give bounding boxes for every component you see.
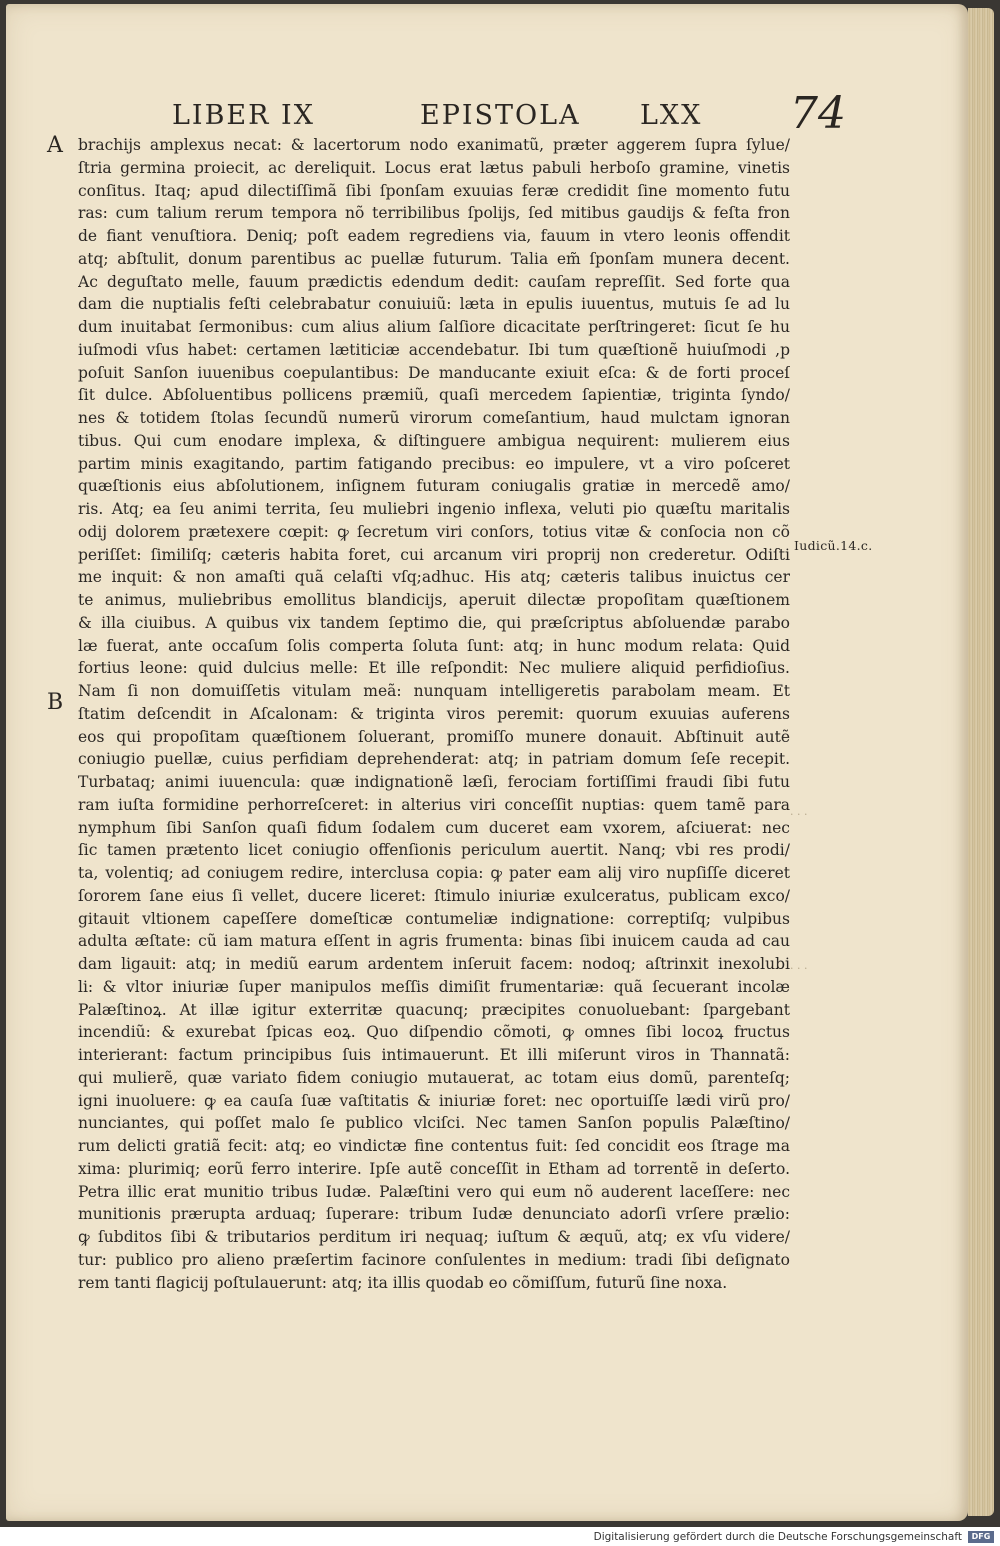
text-line: tibus. Qui cum enodare implexa, & diſtinguere ambigua nequirent: mulierem eius xyxy=(78,431,790,450)
text-line: nunciantes, qui poſſet malo ſe publico vlciſci. Nec tamen Sanſon populis Palæſtino/ xyxy=(78,1114,790,1133)
text-line: ris. Atq; ea ſeu animi territa, ſeu muliebri ingenio inflexa, veluti pio quæſtu maritalis xyxy=(78,500,790,518)
text-line: poſuit Sanſon iuuenibus coepulantibus: De manducante exiuit eſca: & de forti proceſ xyxy=(78,363,790,382)
text-line: atq; abſtulit, donum parentibus ac puellæ futurum. Talia em̃ ſponſam munera decent. xyxy=(78,249,790,268)
text-line: li: & vltor iniuriæ ſuper manipulos meſſis dimiſit frumentariæ: quã ſecuerant incolæ xyxy=(78,977,790,996)
text-line: qui mulierẽ, quæ variato fidem coniugio mutauerat, ac totam eius domũ, parenteſq; xyxy=(78,1068,790,1087)
text-line: rem tanti flagicij poſtulauerunt: atq; ita illis quodab eo cõmiſſum, futurũ ſine noxa. xyxy=(78,1273,728,1292)
text-line: interierant: factum principibus ſuis intimauerunt. Et illi miſerunt viros in Thannatã: xyxy=(78,1046,790,1064)
text-line: munitionis prærupta arduaq; ſuperare: tribum Iudæ denunciato adorſi vrſere prælio: xyxy=(78,1205,790,1224)
text-line: xima: plurimiq; eorũ ferro interire. Ipſe autẽ conceſſit in Etham ad torrentẽ in deſerto. xyxy=(78,1159,790,1178)
text-line: fortius leone: quid dulcius melle: Et ille reſpondit: Nec muliere aliquid perfidioſius. xyxy=(78,659,790,678)
text-line: ſtria germina proiecit, ac dereliquit. Locus erat lætus pabuli herboſo gramine, vinetis xyxy=(78,158,790,177)
text-line: dum inuitabat ſermonibus: cum alius alium ſalſiore dicacitate perſtringeret: ſicut ſe hu xyxy=(78,318,790,336)
section-marker-a: A xyxy=(47,133,63,158)
running-header xyxy=(150,88,870,139)
text-line: eos qui propoſitam quæſtionem ſoluerant, promiſſo munere donauit. Abſtinuit autẽ xyxy=(78,727,790,746)
text-line: læ fuerat, ante occaſum ſolis comperta ſoluta ſunt: atq; in hunc modum relata: Quid xyxy=(78,636,790,655)
text-line: quæſtionis eius abſolutionem, inſignem futuram coniugalis gratiæ in mercedẽ amo/ xyxy=(78,477,790,496)
text-line: adulta æſtate: cũ iam matura eſſent in agris frumenta: binas ſibi inuicem cauda ad cau xyxy=(78,932,790,951)
text-line: ſororem ſane eius ſi vellet, ducere liceret: ſtimulo iniuriæ exulceratus, publicam exco/ xyxy=(78,886,790,905)
text-line: gitauit vltionem capeſſere domeſticæ contumeliæ indignatione: correptiſq; vulpibus xyxy=(78,909,790,928)
text-line: igni inuoluere: ꝙ ea cauſa ſuæ vaſtitatis & iniuriæ foret: nec oportuiſſe lædi virũ pro/ xyxy=(78,1091,790,1110)
text-line: partim minis exagitando, partim fatigando precibus: eo impulere, vt a viro poſceret xyxy=(78,454,790,473)
text-line: ſit dulce. Abſoluentibus pollicens præmiũ, quaſi mercedem ſapientiæ, triginta ſyndo/ xyxy=(78,386,790,405)
footer-credit: Digitalisierung gefördert durch die Deutsche Forschungsgemeinschaft xyxy=(593,1531,962,1543)
text-line: iuſmodi vſus habet: certamen lætiticiæ accendebatur. Ibi tum quæſtionẽ huiuſmodi ,p xyxy=(78,340,790,359)
text-line: Nam ſi non domuiſſetis vitulam meã: nunquam intelligeretis parabolam meam. Et xyxy=(78,682,790,700)
text-line: ras: cum talium rerum tempora nõ terribilibus ſpolijs, ſed mitibus gaudijs & feſta fron xyxy=(78,204,790,223)
text-line: dam die nuptialis feſti celebrabatur conuiuiũ: læta in epulis iuuentus, mutuis ſe ad lu xyxy=(78,295,790,314)
text-line: Petra illic erat munitio tribus Iudæ. Palæſtini vero qui eum nõ auderent laceſſere: nec xyxy=(78,1182,790,1201)
text-line: periſſet: ſimiliſq; cæteris habita foret, cui arcanum viri proprij non crederetur. Odiſti xyxy=(78,545,790,564)
text-line: de fiant venuſtiora. Deniq; poſt eadem regrediens via, fauum in vtero leonis offendit xyxy=(78,227,790,245)
text-line: me inquit: & non amaſti quã celaſti vſq;adhuc. His atq; cæteris talibus inuictus cer xyxy=(78,568,790,587)
text-line: coniugio puellæ, cuius perfidiam deprehenderat: atq; in patriam domum ſeſe recepit. xyxy=(78,750,790,769)
text-line: te animus, muliebribus emollitus blandicijs, aperuit dilectæ propoſitam quæſtionem xyxy=(78,591,790,609)
margin-note: Iudicũ.14.c. xyxy=(794,538,873,553)
folio-number: 74 xyxy=(790,88,846,139)
page-edge xyxy=(968,8,994,1516)
text-line: rum delicti gratiã fecit: atq; eo vindictæ fine contentus fuit: ſed concidit eos ſtrage ma xyxy=(78,1137,790,1155)
text-line: & illa ciuibus. A quibus vix tandem ſeptimo die, qui præſcriptus abſoluendæ parabo xyxy=(78,613,790,632)
text-line: ſtatim deſcendit in Aſcalonam: & triginta viros peremit: quorum exuuias auferens xyxy=(78,704,790,723)
section-marker-b: B xyxy=(47,690,64,715)
text-line: Ac deguſtato melle, fauum prædictis edendum dedit: cauſam repreſſit. Sed forte qua xyxy=(78,272,790,291)
text-line: brachijs amplexus necat: & lacertorum nodo exanimatũ, præter aggerem ſupra ſylue/ xyxy=(78,136,790,154)
header-letter: EPISTOLA xyxy=(420,100,581,131)
text-line: conſitus. Itaq; apud dilectiſſimã ſibi ſponſam exuuias feræ credidit ſine momento futu xyxy=(78,181,790,200)
faded-margin-mark: · · · xyxy=(790,808,808,821)
header-book: LIBER IX xyxy=(172,100,315,131)
text-line: Turbataq; animi iuuencula: quæ indignationẽ læſi, ferociam fortiſſimi fraudi ſibi futu xyxy=(78,773,790,791)
text-line: odij dolorem prætexere cœpit: ꝙ ſecretum viri conſors, totius vitæ & conſocia non cõ xyxy=(78,522,790,541)
text-line: tur: publico pro alieno præſertim facinore conſulentes in medium: tradi ſibi deſignato xyxy=(78,1250,790,1269)
body-text xyxy=(78,134,790,1294)
text-line: nymphum ſibi Sanſon quaſi fidum ſodalem cum duceret eam vxorem, aſciuerat: nec xyxy=(78,818,790,837)
dfg-logo: DFG xyxy=(968,1531,994,1543)
text-line: nes & totidem ſtolas ſecundũ numerũ virorum comeſantium, haud mulctam ignoran xyxy=(78,409,790,427)
text-line: dam ligauit: atq; in mediũ earum ardentem inſeruit facem: nodoq; aſtrinxit inexolubi xyxy=(78,955,790,973)
text-line: ta, volentiq; ad coniugem redire, interclusa copia: ꝙ pater eam alij viro nupſiſſe diceret xyxy=(78,864,790,882)
text-line: ſic tamen prætento licet coniugio offenſionis periculum auertit. Nanq; vbi res prodi/ xyxy=(78,841,790,860)
text-line: ram iuſta formidine perhorreſceret: in alterius viri conceſſit nuptias: quem tamẽ para xyxy=(78,795,790,814)
faded-margin-mark: · · · xyxy=(790,962,808,975)
text-line: Palæſtinoꝝ. At illæ igitur exterritæ quacunq; præcipites conuoluebant: ſpargebant xyxy=(78,1000,790,1019)
text-line: incendiũ: & exurebat ſpicas eoꝝ. Quo diſpendio cõmoti, ꝙ omnes ſibi locoꝝ fructus xyxy=(78,1023,790,1042)
text-line: ꝙ ſubditos ſibi & tributarios perditum iri nequaq; iuſtum & æquũ, atq; ex vſu videre/ xyxy=(78,1228,790,1246)
header-letter-number: LXX xyxy=(640,100,703,131)
